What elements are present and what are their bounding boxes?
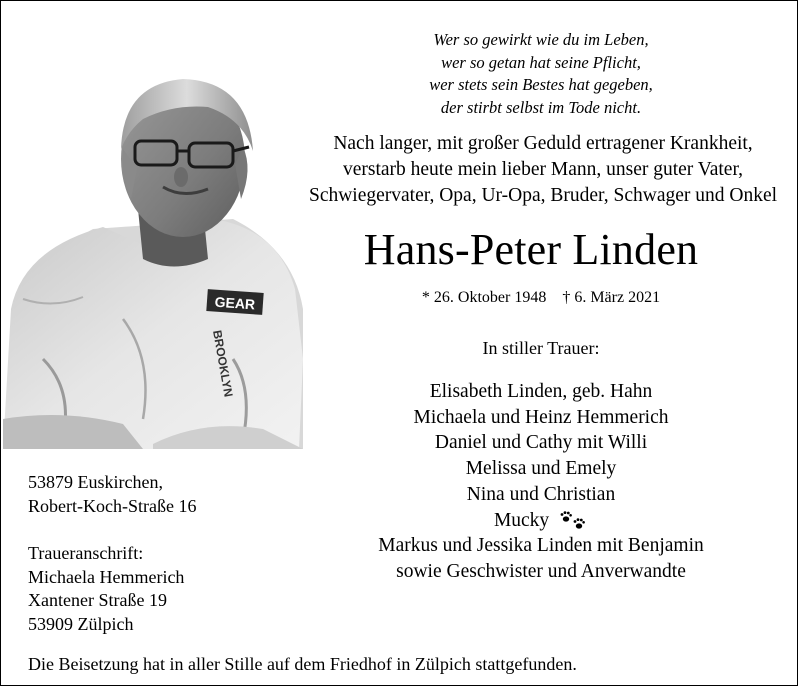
intro-line: Nach langer, mit großer Geduld ertragener Krankheit, [333,133,753,154]
shirt-print-text-vertical: BROOKLYN [210,329,236,399]
mourner: Markus und Jessika Linden mit Benjamin [378,535,704,557]
death-announcement-text [263,131,798,209]
condolence-address [28,542,288,636]
mourner: sowie Geschwister und Anverwandte [396,560,686,582]
intro-line: verstarb heute mein lieber Mann, unser guter Vater, [342,159,744,180]
address-line: Robert-Koch-Straße 16 [28,495,197,516]
mourner: Melissa und Emely [465,458,617,480]
address-line: Xantener Straße 19 [28,590,167,610]
memorial-poem [341,29,741,119]
poem-line: wer so getan hat seine Pflicht, [441,52,641,72]
address-line: 53879 Euskirchen, [28,472,163,492]
poem-line: der stirbt selbst im Tode nicht. [440,97,642,117]
paw-prints-icon [558,510,588,532]
mourner: Nina und Christian [466,483,616,505]
shirt-print-text: GEAR [214,293,256,313]
address-line: 53909 Zülpich [28,613,134,634]
death-date: † 6. März 2021 [562,289,661,306]
portrait-photo [3,59,303,449]
condolence-address-label: Traueranschrift: [28,543,144,563]
mourner: Elisabeth Linden, geb. Hahn [429,381,653,402]
mourner-pet [321,508,761,534]
mourning-heading: In stiller Trauer: [482,338,600,358]
address-line: Michaela Hemmerich [28,566,185,587]
mourners-list [321,379,761,585]
mourner-pet-name: Mucky [493,509,550,531]
life-dates [341,287,741,309]
mourner: Daniel und Cathy mit Willi [434,432,648,454]
burial-note: Die Beisetzung hat in aller Stille auf dem Friedhof in Zülpich stattgefunden. [28,654,577,674]
mourner: Michaela und Heinz Hemmerich [413,406,669,428]
deceased-name: Hans-Peter Linden [363,225,699,274]
birth-date: * 26. Oktober 1948 [421,289,547,306]
residence-address [28,471,288,518]
poem-line: Wer so gewirkt wie du im Leben, [433,30,649,49]
intro-line: Schwiegervater, Opa, Ur-Opa, Bruder, Schwager und Onkel [308,185,778,206]
poem-line: wer stets sein Bestes hat gegeben, [429,75,653,94]
